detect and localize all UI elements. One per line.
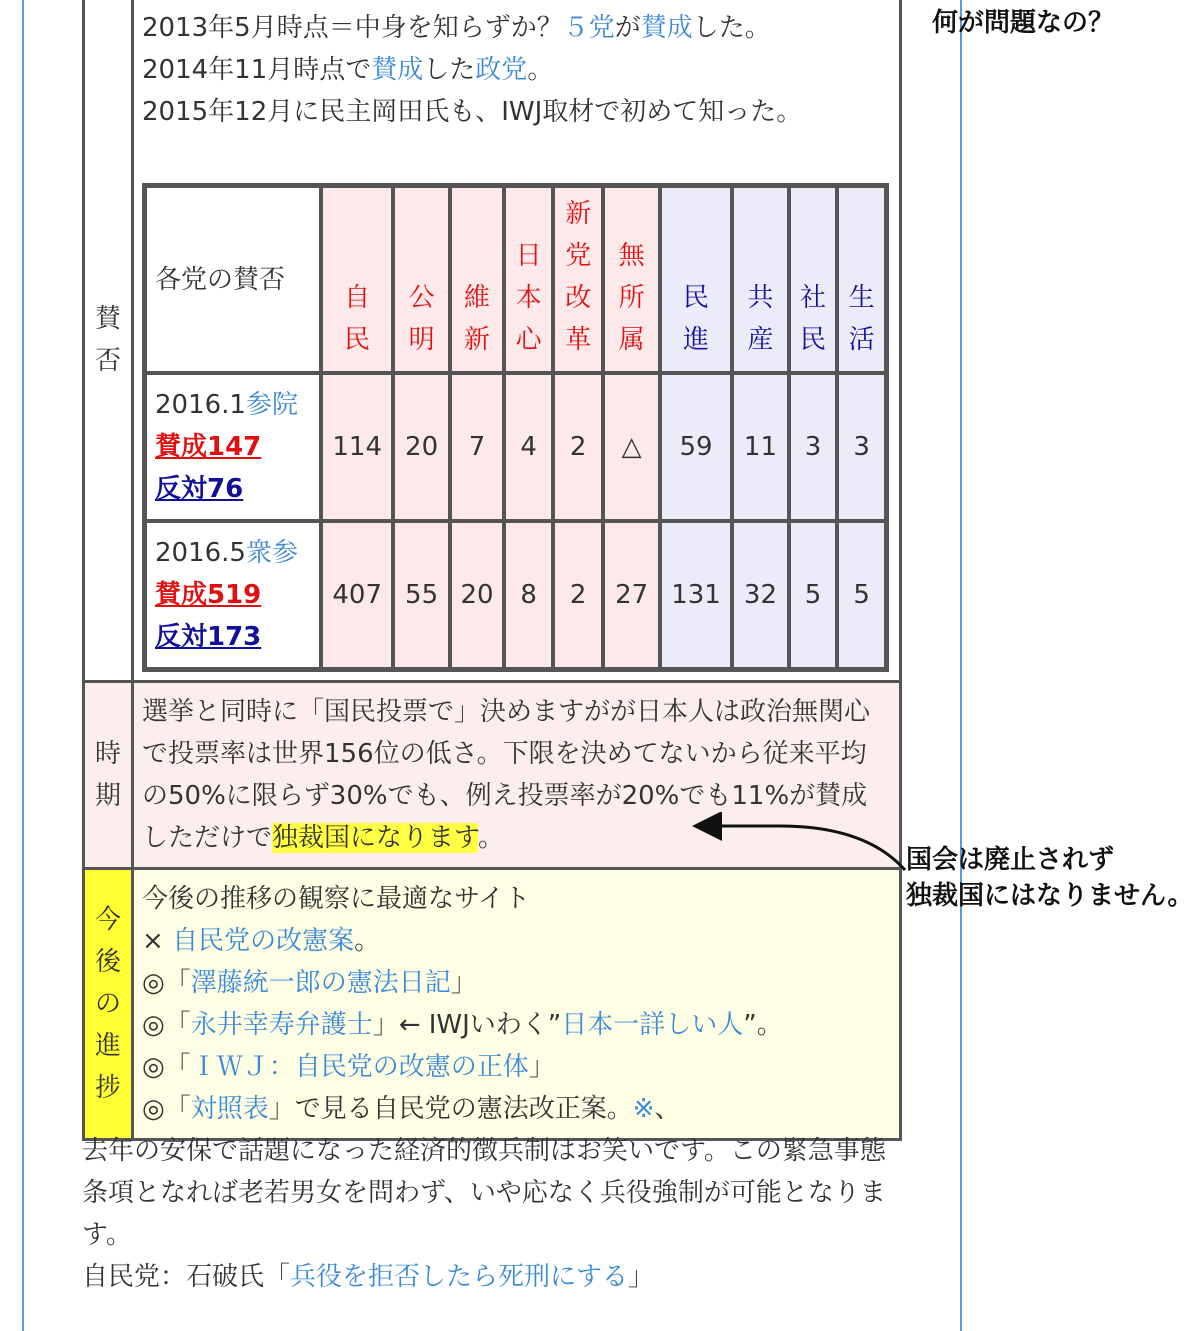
yes-count[interactable]: 賛成519 xyxy=(155,580,262,610)
approval-content xyxy=(133,0,901,682)
vote-date: 2016.1 xyxy=(155,390,246,420)
vote-value: 5 xyxy=(789,521,838,669)
label-char: 否 xyxy=(94,345,121,376)
text: 」 xyxy=(450,968,477,998)
vote-header-row xyxy=(145,186,886,373)
party-char: 民 xyxy=(683,283,710,313)
text: ”。 xyxy=(743,1010,783,1040)
party-char: 活 xyxy=(848,325,875,355)
timing-label xyxy=(84,682,133,869)
link-political-party[interactable]: 政党 xyxy=(475,55,528,85)
vote-value: 55 xyxy=(393,521,449,669)
party-char: 革 xyxy=(565,325,592,355)
yes-count[interactable]: 賛成147 xyxy=(155,432,262,462)
party-header-ruling-4 xyxy=(553,186,603,373)
party-name xyxy=(408,277,436,361)
link-upper-house[interactable]: 参院 xyxy=(245,390,298,420)
text: した xyxy=(423,55,476,85)
party-header-opp-3 xyxy=(837,186,886,373)
vote-value: 20 xyxy=(450,521,505,669)
link-ldp-draft[interactable]: 自民党の改憲案 xyxy=(172,926,355,956)
party-char: 産 xyxy=(747,325,774,355)
progress-intro: 今後の推移の観察に最適なサイト xyxy=(142,884,531,914)
text: 自民党：石破氏「 xyxy=(82,1262,291,1292)
text: 2014年11月時点で xyxy=(142,55,372,85)
link-death-penalty[interactable]: 兵役を拒否したら死刑にする xyxy=(290,1262,629,1292)
text: 、 xyxy=(654,1094,681,1124)
vote-date: 2016.5 xyxy=(155,538,246,568)
link-approve-2014[interactable]: 賛成 xyxy=(371,55,424,85)
party-char: 日 xyxy=(515,241,542,271)
no-count[interactable]: 反対76 xyxy=(155,474,244,504)
vote-value: △ xyxy=(603,373,659,521)
party-header-opp-2 xyxy=(789,186,838,373)
party-char: 明 xyxy=(408,325,435,355)
vote-value: 3 xyxy=(837,373,886,521)
progress-content xyxy=(133,869,901,1140)
party-name xyxy=(515,235,543,361)
label-char: 後 xyxy=(94,947,121,977)
text: 」← IWJいわく” xyxy=(372,1010,562,1040)
timing-label-text xyxy=(94,733,122,817)
right-border-line xyxy=(960,0,962,1331)
party-char: 心 xyxy=(515,325,542,355)
vote-value: 11 xyxy=(732,373,788,521)
approval-line-1 xyxy=(142,7,889,49)
party-header-opp-0 xyxy=(660,186,732,373)
party-char: 新 xyxy=(565,199,592,229)
party-char: 所 xyxy=(618,283,645,313)
vote-value: 5 xyxy=(837,521,886,669)
label-char: 期 xyxy=(94,781,121,811)
timing-text: 選挙と同時に「国民投票で」決めますがが日本人は政治無関心で投票率は世界156位の低さ。下限を決めてないから従来平均の50%に限らず30%でも、例え投票率が20%でも11%が賛成しただけで xyxy=(142,697,871,853)
text: 」 xyxy=(528,1052,555,1082)
after-text xyxy=(82,1130,902,1298)
link-5-parties[interactable]: ５党 xyxy=(562,13,615,43)
conscription-paragraph: 去年の安保で話題になった経済的徴兵制はお笑いです。この緊急事態条項となれば老若男女を問わず、いや応なく兵役強制が可能となります。 xyxy=(82,1136,886,1250)
party-char: 新 xyxy=(464,325,491,355)
party-char: 本 xyxy=(515,283,542,313)
party-name xyxy=(343,277,371,361)
party-char: 進 xyxy=(683,325,710,355)
text: 」 xyxy=(628,1262,655,1292)
link-both-houses[interactable]: 衆参 xyxy=(245,538,298,568)
progress-label xyxy=(84,869,133,1140)
link-comparison-table[interactable]: 対照表 xyxy=(190,1094,269,1124)
party-char: 生 xyxy=(848,283,875,313)
text: ◎「 xyxy=(142,968,191,998)
party-header-ruling-2 xyxy=(450,186,505,373)
party-char: 属 xyxy=(618,325,645,355)
link-most-knowledgeable[interactable]: 日本一詳しい人 xyxy=(561,1010,744,1040)
vote-header-label: 各党の賛否 xyxy=(145,186,321,373)
approval-label-text xyxy=(94,298,122,382)
party-char: 党 xyxy=(565,241,592,271)
party-char: 民 xyxy=(799,325,826,355)
party-name xyxy=(799,277,827,361)
party-header-ruling-5 xyxy=(603,186,659,373)
text: が xyxy=(614,13,641,43)
party-header-ruling-3 xyxy=(504,186,553,373)
side-question: 何が問題なの？ xyxy=(932,8,1115,38)
vote-row-label xyxy=(145,373,321,521)
vote-row-2016-5 xyxy=(145,521,886,669)
approval-row xyxy=(84,0,901,682)
link-approve[interactable]: 賛成 xyxy=(640,13,693,43)
ishiba-quote xyxy=(82,1256,902,1298)
vote-row-label xyxy=(145,521,321,669)
text: 。 xyxy=(527,55,554,85)
party-header-ruling-0 xyxy=(321,186,393,373)
party-char: 無 xyxy=(618,241,645,271)
text: ◎「 xyxy=(142,1052,191,1082)
vote-value: 20 xyxy=(393,373,449,521)
party-header-ruling-1 xyxy=(393,186,449,373)
approval-line-3: 2015年12月に民主岡田氏も、IWJ取材で初めて知った。 xyxy=(142,97,803,127)
party-char: 社 xyxy=(799,283,826,313)
party-char: 自 xyxy=(344,283,371,313)
curved-arrow-icon xyxy=(690,812,920,882)
link-note[interactable]: ※ xyxy=(632,1094,655,1124)
progress-item xyxy=(142,1046,889,1088)
vote-value: 32 xyxy=(732,521,788,669)
text: ◎「 xyxy=(142,1010,191,1040)
link-sawafuji-diary[interactable]: 澤藤統一郎の憲法日記 xyxy=(190,968,451,998)
text: 2013年5月時点＝中身を知らずか？ xyxy=(142,13,563,43)
no-count[interactable]: 反対173 xyxy=(155,622,262,652)
party-name xyxy=(564,193,592,361)
link-iwj[interactable]: ＩＷＪ：自民党の改憲の正体 xyxy=(190,1052,529,1082)
constitution-table xyxy=(82,0,902,1141)
label-char: 進 xyxy=(94,1031,121,1061)
text: 。 xyxy=(477,823,504,853)
vote-value: 2 xyxy=(553,373,603,521)
label-char: 時 xyxy=(94,739,121,769)
vote-value: 114 xyxy=(321,373,393,521)
text: ◎「 xyxy=(142,1094,191,1124)
side-note-line: 独裁国にはなりません。 xyxy=(906,881,1194,911)
vote-value: 3 xyxy=(789,373,838,521)
vote-value: 2 xyxy=(553,521,603,669)
party-char: 共 xyxy=(747,283,774,313)
progress-item xyxy=(142,962,889,1004)
vote-value: 59 xyxy=(660,373,732,521)
party-char: 改 xyxy=(565,283,592,313)
party-name xyxy=(848,277,876,361)
party-char: 公 xyxy=(408,283,435,313)
text: 。 xyxy=(354,926,381,956)
party-name xyxy=(746,277,774,361)
party-header-opp-1 xyxy=(732,186,788,373)
approval-label xyxy=(84,0,133,682)
progress-item xyxy=(142,920,889,962)
side-note xyxy=(906,842,1194,914)
vote-value: 7 xyxy=(450,373,505,521)
vote-row-2016-1 xyxy=(145,373,886,521)
party-vote-table xyxy=(142,183,889,672)
left-border-line xyxy=(22,0,24,1331)
progress-label-text xyxy=(94,899,122,1109)
vote-value: 4 xyxy=(504,373,553,521)
vote-value: 27 xyxy=(603,521,659,669)
progress-row xyxy=(84,869,901,1140)
progress-item xyxy=(142,1004,889,1046)
label-char: 賛 xyxy=(94,303,121,334)
link-nagai-lawyer[interactable]: 永井幸寿弁護士 xyxy=(190,1010,373,1040)
party-char: 維 xyxy=(464,283,491,313)
label-char: の xyxy=(94,989,121,1019)
party-name xyxy=(463,277,491,361)
text: した。 xyxy=(692,13,771,43)
party-name xyxy=(618,235,646,361)
party-name xyxy=(682,277,710,361)
vote-value: 131 xyxy=(660,521,732,669)
progress-item xyxy=(142,1088,889,1130)
party-char: 民 xyxy=(344,325,371,355)
label-char: 今 xyxy=(94,905,121,935)
text: × xyxy=(142,926,164,956)
side-note-line: 国会は廃止されず xyxy=(906,845,1115,875)
highlight-dictatorship: 独裁国になります xyxy=(272,823,478,853)
vote-value: 407 xyxy=(321,521,393,669)
vote-value: 8 xyxy=(504,521,553,669)
approval-line-2 xyxy=(142,49,889,91)
label-char: 捗 xyxy=(94,1073,121,1103)
text: 」で見る自民党の憲法改正案。 xyxy=(268,1094,633,1124)
